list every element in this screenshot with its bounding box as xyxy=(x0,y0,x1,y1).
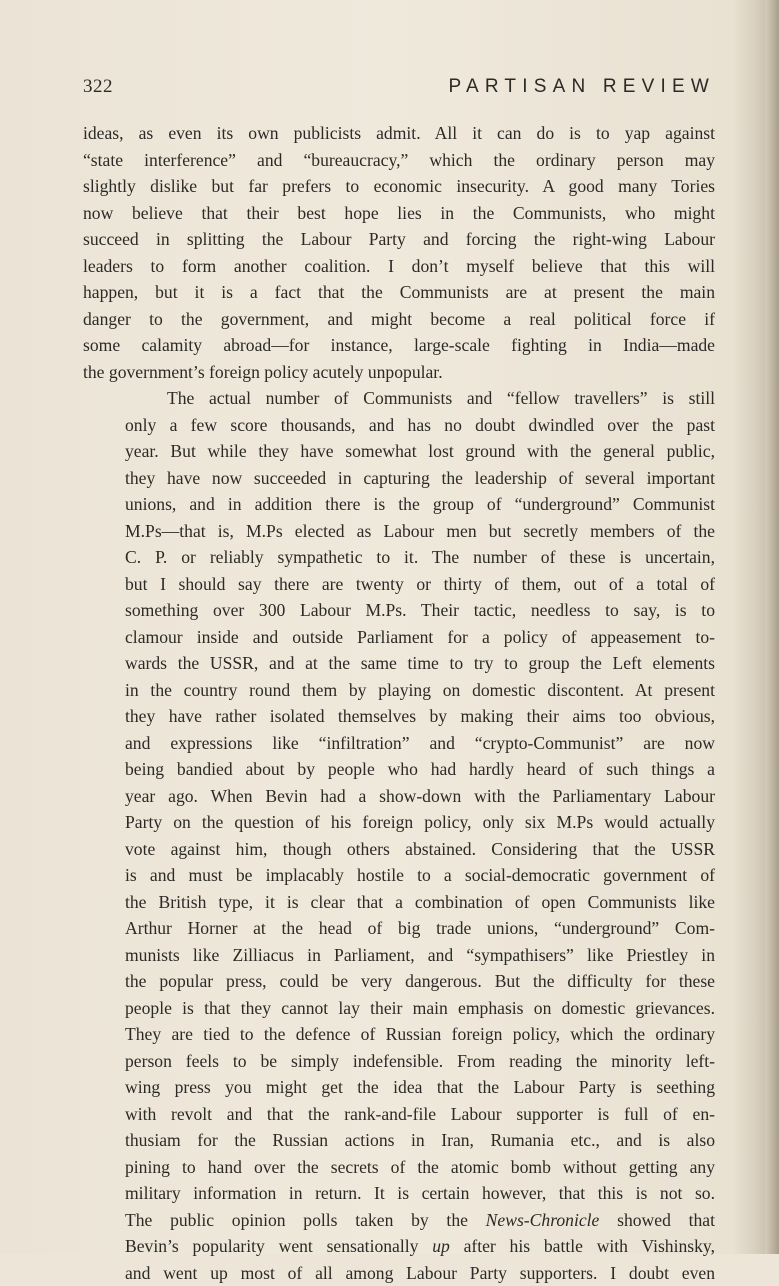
text-line: C. P. or reliably sympathetic to it. The number of these is uncertain, xyxy=(83,544,715,571)
text-line-with-italic xyxy=(83,1233,715,1260)
emphasis-italic: up xyxy=(432,1236,450,1256)
text-line: wing press you might get the idea that the Labour Party is seething xyxy=(83,1074,715,1101)
text-line: the British type, it is clear that a combination of open Communists like xyxy=(83,889,715,916)
text-line: now believe that their best hope lies in the Communists, who might xyxy=(83,200,715,227)
text-line: pining to hand over the secrets of the atomic bomb without getting any xyxy=(83,1154,715,1181)
text-line: is and must be implacably hostile to a social-democratic government of xyxy=(83,862,715,889)
text-line: thusiam for the Russian actions in Iran, Rumania etc., and is also xyxy=(83,1127,715,1154)
text-line: “state interference” and “bureaucracy,” which the ordinary person may xyxy=(83,147,715,174)
newspaper-title-italic: News-Chronicle xyxy=(486,1210,600,1230)
text-line: vote against him, though others abstained. Considering that the USSR xyxy=(83,836,715,863)
running-title: PARTISAN REVIEW xyxy=(449,76,716,98)
text-line: year. But while they have somewhat lost ground with the general public, xyxy=(83,438,715,465)
text-line: only a few score thousands, and has no doubt dwindled over the past xyxy=(83,412,715,439)
text-line: military information in return. It is certain however, that this is not so. xyxy=(83,1180,715,1207)
text-line: happen, but it is a fact that the Communists are at present the main xyxy=(83,279,715,306)
text-line: some calamity abroad—for instance, large-scale fighting in India—made xyxy=(83,332,715,359)
text-line: the government’s foreign policy acutely unpopular. xyxy=(83,359,715,386)
text-line: and went up most of all among Labour Party supporters. I doubt even xyxy=(83,1260,715,1286)
text-line: being bandied about by people who had hardly heard of such things a xyxy=(83,756,715,783)
page-spine-shadow xyxy=(765,0,779,1254)
text-line: ideas, as even its own publicists admit. All it can do is to yap against xyxy=(83,120,715,147)
text-line: and expressions like “infiltration” and “crypto-Communist” are now xyxy=(83,730,715,757)
text-line: unions, and in addition there is the group of “underground” Communist xyxy=(83,491,715,518)
paragraph-1 xyxy=(83,120,715,385)
text-line: wards the USSR, and at the same time to try to group the Left elements xyxy=(83,650,715,677)
text-line: they have now succeeded in capturing the leadership of several important xyxy=(83,465,715,492)
text-line: person feels to be simply indefensible. From reading the minority left- xyxy=(83,1048,715,1075)
text-line: with revolt and that the rank-and-file Labour supporter is full of en- xyxy=(83,1101,715,1128)
page-header xyxy=(83,74,715,104)
text-line: The actual number of Communists and “fellow travellers” is still xyxy=(83,385,715,412)
text-segment: Bevin’s popularity went sensationally xyxy=(125,1236,432,1256)
text-line: succeed in splitting the Labour Party and forcing the right-wing Labour xyxy=(83,226,715,253)
text-line: Arthur Horner at the head of big trade unions, “underground” Com- xyxy=(83,915,715,942)
text-segment: showed that xyxy=(599,1210,715,1230)
text-segment: The public opinion polls taken by the xyxy=(125,1210,486,1230)
text-line: Party on the question of his foreign policy, only six M.Ps would actually xyxy=(83,809,715,836)
text-line: clamour inside and outside Parliament for a policy of appeasement to- xyxy=(83,624,715,651)
text-line: leaders to form another coalition. I don’t myself believe that this will xyxy=(83,253,715,280)
text-line: slightly dislike but far prefers to economic insecurity. A good many Tories xyxy=(83,173,715,200)
text-line: danger to the government, and might become a real political force if xyxy=(83,306,715,333)
text-line: people is that they cannot lay their main emphasis on domestic grievances. xyxy=(83,995,715,1022)
text-line: They are tied to the defence of Russian foreign policy, which the ordinary xyxy=(83,1021,715,1048)
page-number: 322 xyxy=(83,76,113,98)
text-line-with-italic xyxy=(83,1207,715,1234)
text-line: something over 300 Labour M.Ps. Their tactic, needless to say, is to xyxy=(83,597,715,624)
text-line: in the country round them by playing on domestic discontent. At present xyxy=(83,677,715,704)
text-line: year ago. When Bevin had a show-down with the Parliamentary Labour xyxy=(83,783,715,810)
text-segment: after his battle with Vishinsky, xyxy=(450,1236,715,1256)
text-line: the popular press, could be very dangerous. But the difficulty for these xyxy=(83,968,715,995)
text-line: munists like Zilliacus in Parliament, and “sympathisers” like Priestley in xyxy=(83,942,715,969)
paragraph-2 xyxy=(83,385,715,1286)
text-line: but I should say there are twenty or thirty of them, out of a total of xyxy=(83,571,715,598)
text-line: they have rather isolated themselves by making their aims too obvious, xyxy=(83,703,715,730)
text-line: M.Ps—that is, M.Ps elected as Labour men but secretly members of the xyxy=(83,518,715,545)
body-text xyxy=(83,120,715,1286)
